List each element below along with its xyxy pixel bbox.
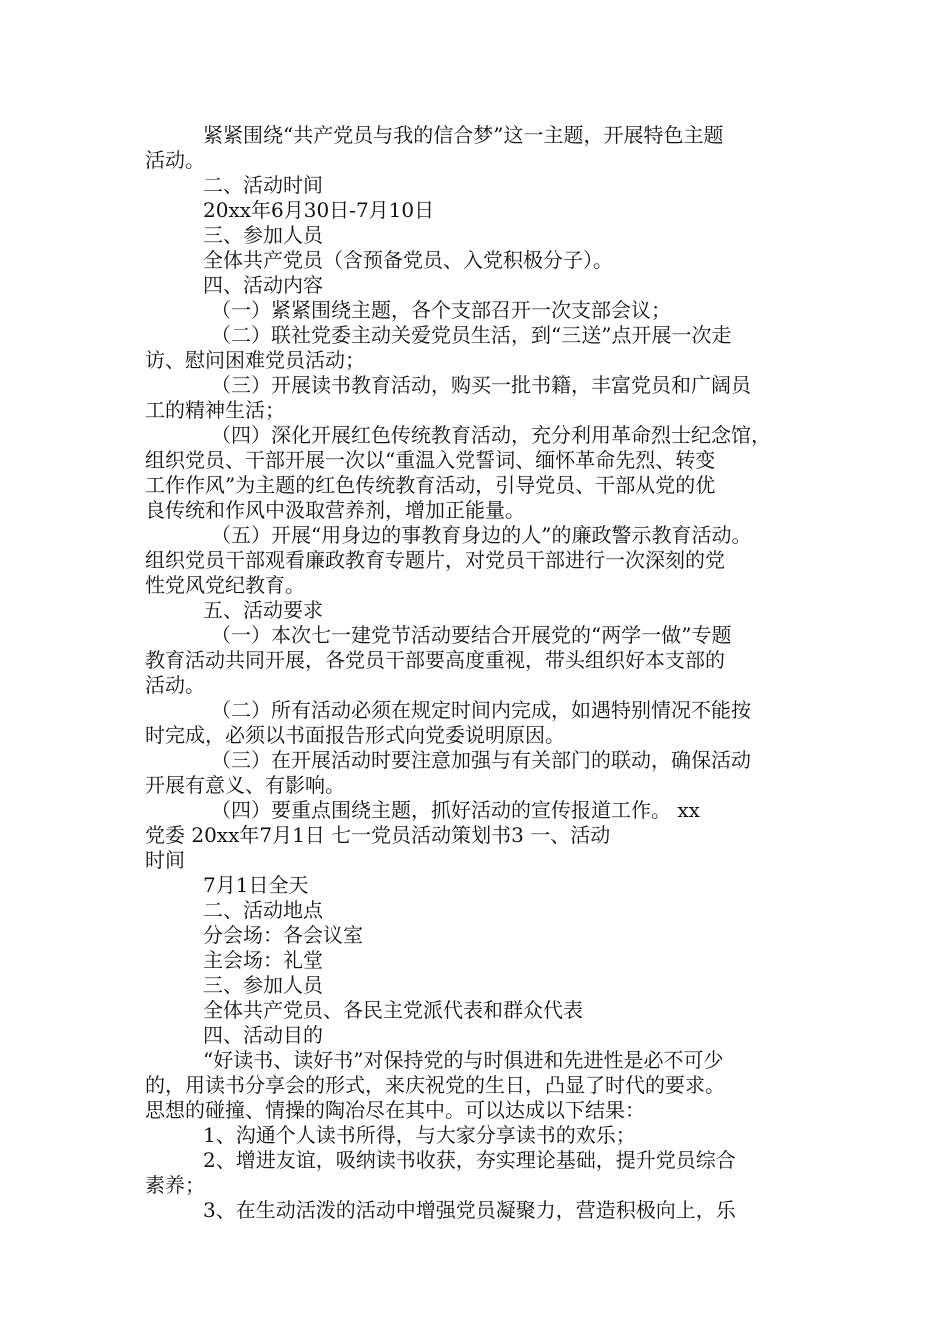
- section-heading: 二、活动时间: [203, 173, 323, 197]
- section-heading: 三、参加人员: [203, 223, 323, 247]
- paragraph-line: 党委 20xx年7月1日 七一党员活动策划书3 一、活动: [145, 823, 611, 847]
- paragraph-line: （一）紧紧围绕主题，各个支部召开一次支部会议；: [211, 298, 671, 322]
- list-item: 1、沟通个人读书所得，与大家分享读书的欢乐；: [203, 1123, 636, 1147]
- paragraph-line: 组织党员干部观看廉政教育专题片，对党员干部进行一次深刻的党: [145, 548, 725, 572]
- paragraph-line: 性党风党纪教育。: [145, 573, 305, 597]
- paragraph-line: （四）深化开展红色传统教育活动，充分利用革命烈士纪念馆，: [211, 423, 771, 447]
- section-heading: 三、参加人员: [203, 973, 323, 997]
- paragraph-line: （三）在开展活动时要注意加强与有关部门的联动，确保活动: [211, 748, 751, 772]
- paragraph-line: 素养；: [145, 1173, 205, 1197]
- paragraph-line: （三）开展读书教育活动，购买一批书籍，丰富党员和广阔员: [211, 373, 751, 397]
- paragraph-line: 访、慰问困难党员活动；: [145, 348, 365, 372]
- paragraph-line: 思想的碰撞、情操的陶冶尽在其中。可以达成以下结果：: [145, 1098, 645, 1122]
- paragraph-line: 时完成，必须以书面报告形式向党委说明原因。: [145, 723, 565, 747]
- list-item: 3、在生动活泼的活动中增强党员凝聚力，营造积极向上，乐: [203, 1198, 736, 1222]
- paragraph-line: 全体共产党员、各民主党派代表和群众代表: [203, 998, 583, 1022]
- section-heading: 四、活动内容: [203, 273, 323, 297]
- paragraph-line: 的，用读书分享会的形式，来庆祝党的生日，凸显了时代的要求。: [145, 1073, 725, 1097]
- paragraph-line: 分会场：各会议室: [203, 923, 363, 947]
- paragraph-line: 组织党员、干部开展一次以“重温入党誓词、缅怀革命先烈、转变: [145, 448, 716, 472]
- paragraph-line: 教育活动共同开展，各党员干部要高度重视，带头组织好本支部的: [145, 648, 725, 672]
- paragraph-line: 20xx年6月30日-7月10日: [203, 198, 435, 222]
- document-body: [145, 123, 815, 1223]
- paragraph-line: 良传统和作风中汲取营养剂，增加正能量。: [145, 498, 525, 522]
- paragraph-line: 活动。: [145, 148, 205, 172]
- section-heading: 四、活动目的: [203, 1023, 323, 1047]
- paragraph-line: 工作作风”为主题的红色传统教育活动，引导党员、干部从党的优: [145, 473, 716, 497]
- paragraph-line: （二）联社党委主动关爱党员生活，到“三送”点开展一次走: [211, 323, 732, 347]
- paragraph-line: 时间: [145, 848, 185, 872]
- paragraph-line: （二）所有活动必须在规定时间内完成，如遇特别情况不能按: [211, 698, 751, 722]
- paragraph-line: 紧紧围绕“共产党员与我的信合梦”这一主题，开展特色主题: [203, 123, 724, 147]
- paragraph-line: 工的精神生活；: [145, 398, 285, 422]
- paragraph-line: 7月1日全天: [203, 873, 309, 897]
- paragraph-line: 主会场：礼堂: [203, 948, 323, 972]
- paragraph-line: （四）要重点围绕主题，抓好活动的宣传报道工作。 xx: [211, 798, 700, 822]
- paragraph-line: 开展有意义、有影响。: [145, 773, 345, 797]
- paragraph-line: （一）本次七一建党节活动要结合开展党的“两学一做”专题: [211, 623, 732, 647]
- section-heading: 二、活动地点: [203, 898, 323, 922]
- paragraph-line: 活动。: [145, 673, 205, 697]
- paragraph-line: 全体共产党员（含预备党员、入党积极分子）。: [203, 248, 613, 272]
- paragraph-line: “好读书、读好书”对保持党的与时俱进和先进性是必不可少: [203, 1048, 724, 1072]
- section-heading: 五、活动要求: [203, 598, 323, 622]
- list-item: 2、增进友谊，吸纳读书收获，夯实理论基础，提升党员综合: [203, 1148, 736, 1172]
- paragraph-line: （五）开展“用身边的事教育身边的人”的廉政警示教育活动。: [211, 523, 752, 547]
